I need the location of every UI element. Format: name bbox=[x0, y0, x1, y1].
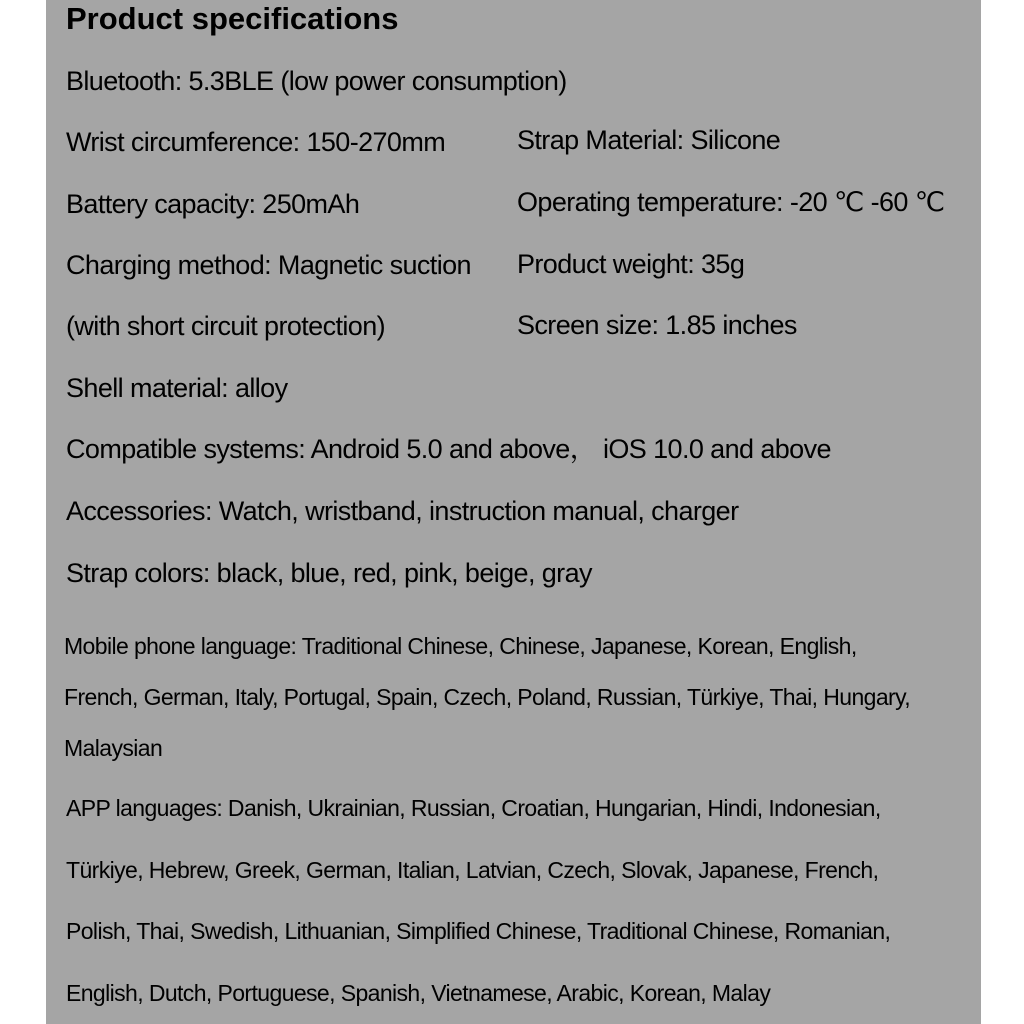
spec-accessories: Accessories: Watch, wristband, instruction manual, charger bbox=[66, 496, 739, 526]
spec-operating-temperature: Operating temperature: -20 ℃ -60 ℃ bbox=[517, 187, 945, 217]
app-language-line: Türkiye, Hebrew, Greek, German, Italian, Latvian, Czech, Slovak, Japanese, French, bbox=[66, 857, 879, 883]
spec-compatible-systems: Compatible systems: Android 5.0 and above， iOS 10.0 and above bbox=[66, 434, 831, 464]
spec-panel bbox=[46, 0, 981, 1024]
app-language-line: English, Dutch, Portuguese, Spanish, Vietnamese, Arabic, Korean, Malay bbox=[66, 980, 771, 1006]
page-title: Product specifications bbox=[66, 1, 399, 36]
spec-shell-material: Shell material: alloy bbox=[66, 373, 288, 403]
phone-language-line: French, German, Italy, Portugal, Spain, Czech, Poland, Russian, Türkiye, Thai, Hungary, bbox=[64, 684, 911, 710]
phone-language-line: Mobile phone language: Traditional Chinese, Chinese, Japanese, Korean, English, bbox=[64, 633, 857, 659]
spec-screen-size: Screen size: 1.85 inches bbox=[517, 310, 797, 340]
spec-charging-method: Charging method: Magnetic suction bbox=[66, 250, 471, 280]
spec-charging-method-note: (with short circuit protection) bbox=[66, 311, 386, 341]
app-language-line: Polish, Thai, Swedish, Lithuanian, Simplified Chinese, Traditional Chinese, Romanian, bbox=[66, 918, 891, 944]
spec-strap-material: Strap Material: Silicone bbox=[517, 125, 781, 155]
spec-strap-colors: Strap colors: black, blue, red, pink, beige, gray bbox=[66, 558, 592, 588]
spec-battery-capacity: Battery capacity: 250mAh bbox=[66, 189, 360, 219]
phone-language-line: Malaysian bbox=[64, 735, 163, 761]
spec-bluetooth: Bluetooth: 5.3BLE (low power consumption) bbox=[66, 66, 567, 96]
spec-wrist-circumference: Wrist circumference: 150-270mm bbox=[66, 127, 446, 157]
spec-product-weight: Product weight: 35g bbox=[517, 249, 745, 279]
app-language-line: APP languages: Danish, Ukrainian, Russian, Croatian, Hungarian, Hindi, Indonesian, bbox=[66, 795, 881, 821]
